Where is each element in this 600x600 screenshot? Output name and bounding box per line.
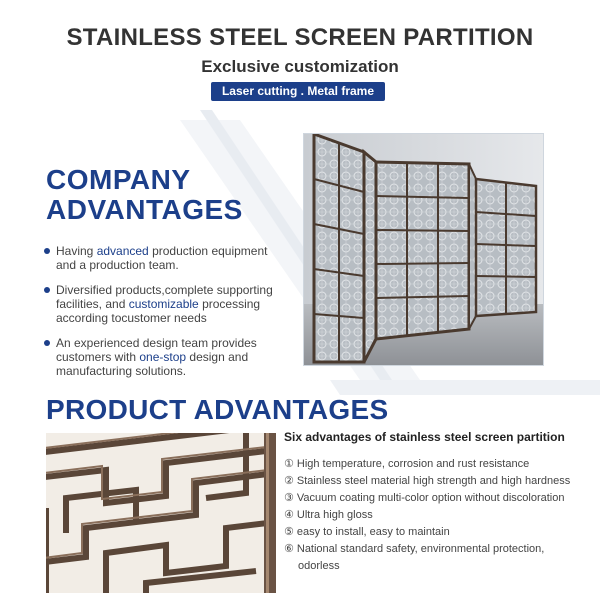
item-text: Vacuum coating multi-color option without discoloration xyxy=(296,492,565,504)
item-number: ⑤ xyxy=(284,526,294,538)
advantage-text: design and manufacturing solutions. xyxy=(56,350,249,378)
six-advantage-item xyxy=(284,473,584,490)
item-text: Ultra high gloss xyxy=(296,509,373,521)
item-number: ⑥ xyxy=(284,543,294,555)
six-advantage-item xyxy=(284,490,584,507)
lattice-pattern-illustration xyxy=(46,433,276,593)
advantage-text: Diversified products,complete supporting facilities, and xyxy=(56,283,273,311)
advantage-text: Having xyxy=(56,244,97,258)
bullet-icon xyxy=(44,248,50,254)
company-heading-line1: COMPANY xyxy=(46,164,191,195)
company-advantage-item xyxy=(44,244,284,272)
bullet-icon xyxy=(44,287,50,293)
item-text: Stainless steel material high strength and high hardness xyxy=(296,475,571,487)
page-title: STAINLESS STEEL SCREEN PARTITION xyxy=(66,24,534,51)
lattice-detail-photo xyxy=(46,433,276,593)
six-advantages-list xyxy=(284,456,584,575)
bullet-icon xyxy=(44,340,50,346)
six-advantage-item xyxy=(284,456,584,473)
item-number: ④ xyxy=(284,509,294,521)
product-advantages-heading: PRODUCT ADVANTAGES xyxy=(46,394,389,425)
advantage-text: An experienced design team provides customers with xyxy=(56,336,257,364)
advantage-highlight: advanced xyxy=(96,244,149,258)
company-advantages-heading xyxy=(46,165,286,225)
advantage-text: processing according tocustomer needs xyxy=(56,297,261,325)
feature-badge: Laser cutting . Metal frame xyxy=(211,82,385,101)
item-text: easy to install, easy to maintain xyxy=(296,526,450,538)
item-number: ② xyxy=(284,475,294,487)
screen-partition-photo xyxy=(303,133,544,366)
six-advantage-item-continuation: odorless xyxy=(298,560,340,572)
item-number: ③ xyxy=(284,492,294,504)
six-advantage-item xyxy=(284,524,584,541)
item-text: High temperature, corrosion and rust resistance xyxy=(296,458,530,470)
item-text: National standard safety, environmental protection, xyxy=(296,543,545,555)
item-number: ① xyxy=(284,458,294,470)
advantage-text: production equipment and a production team. xyxy=(56,244,268,272)
company-advantage-item xyxy=(44,336,284,378)
company-advantages-list xyxy=(44,244,284,389)
advantage-highlight: one-stop xyxy=(139,350,187,364)
company-advantage-item xyxy=(44,283,284,325)
six-advantages-title: Six advantages of stainless steel screen partition xyxy=(284,430,565,444)
page-subtitle: Exclusive customization xyxy=(201,57,399,76)
company-heading-line2: ADVANTAGES xyxy=(46,194,243,225)
six-advantage-item xyxy=(284,507,584,524)
six-advantage-item xyxy=(284,541,584,558)
advantage-highlight: customizable xyxy=(128,297,199,311)
folding-screen-illustration xyxy=(304,134,544,366)
